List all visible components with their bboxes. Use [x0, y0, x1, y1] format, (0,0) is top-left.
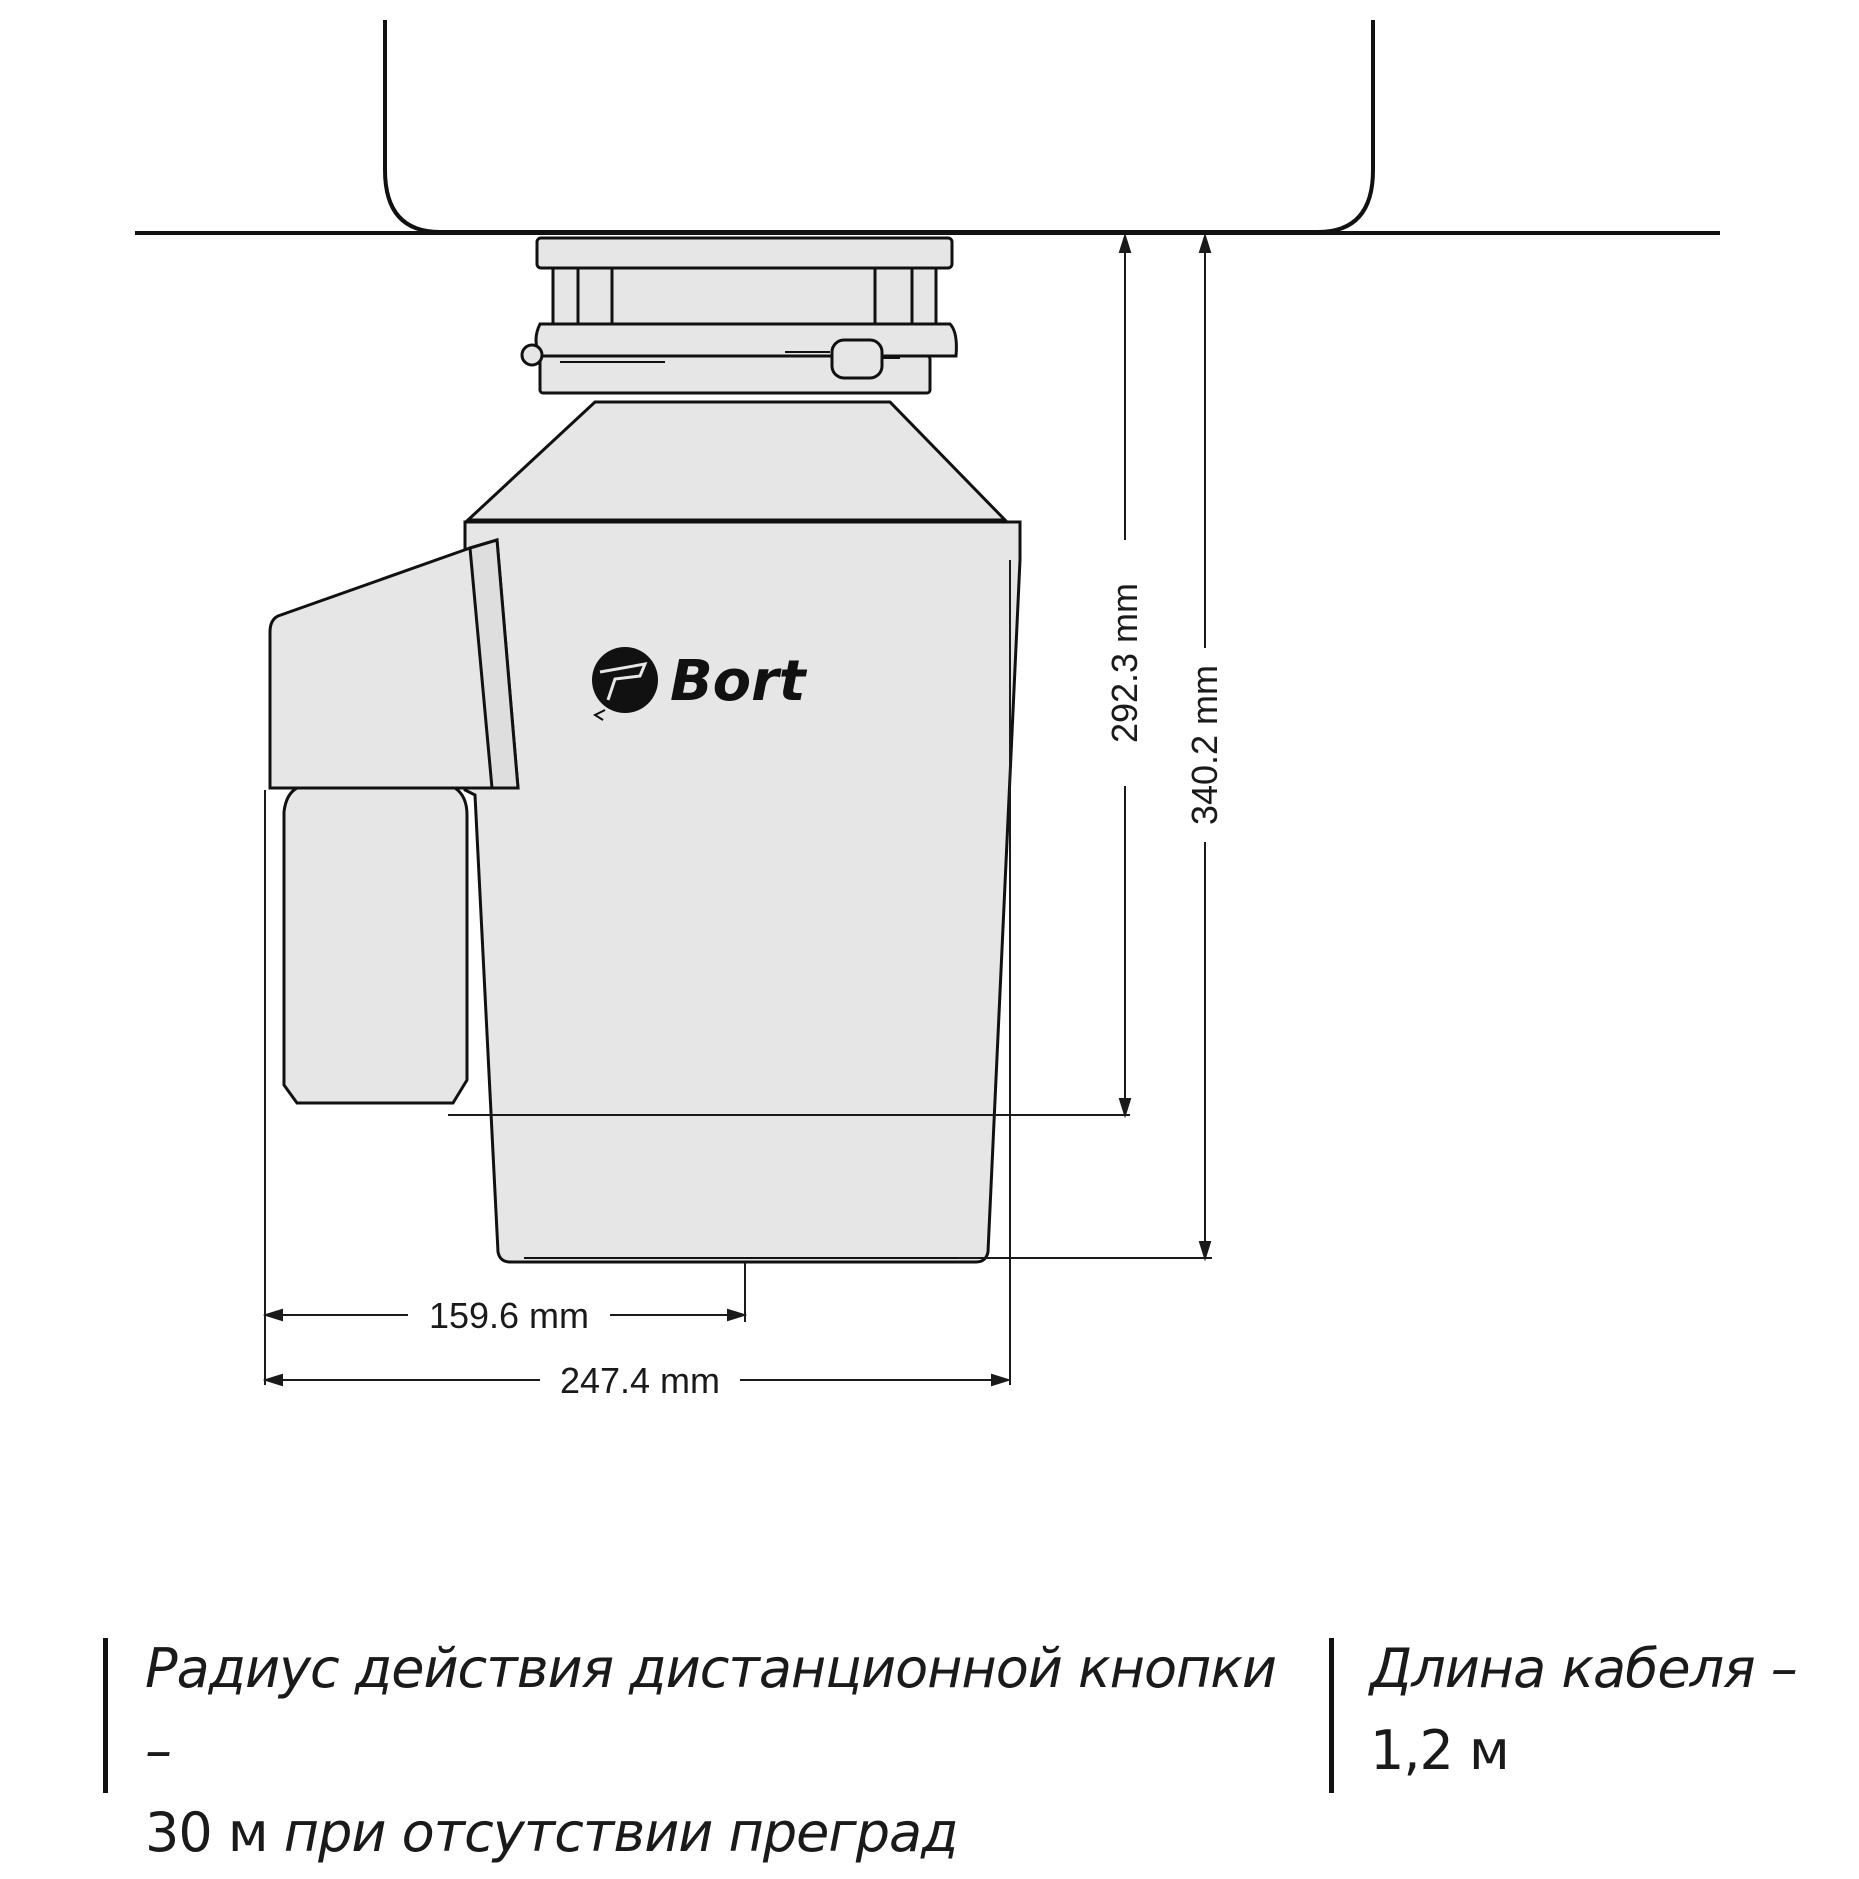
- dishwasher-inlet: [270, 540, 518, 788]
- mount-assembly: [522, 238, 956, 393]
- remote-range-line2: [145, 1792, 1305, 1874]
- remote-range-note: [145, 1628, 1305, 1874]
- dimension-label-height-inner: 292.3 mm: [1104, 582, 1145, 744]
- remote-range-condition: при отсутствии преград: [267, 1801, 958, 1864]
- dimension-label-height-total: 340.2 mm: [1184, 664, 1225, 826]
- remote-range-line1: Радиус действия дистанционной кнопки –: [145, 1637, 1277, 1782]
- brand-logo-text: Bort: [670, 649, 806, 714]
- note-divider-right: [1329, 1638, 1334, 1793]
- note-divider-left: [103, 1638, 108, 1793]
- body-shoulder: [468, 402, 1005, 520]
- cable-length-line1: Длина кабеля –: [1370, 1637, 1797, 1700]
- body-housing: [465, 522, 1020, 1262]
- dimension-label-width-center: 159.6 mm: [428, 1295, 590, 1336]
- cable-length-value: 1,2 м: [1370, 1719, 1509, 1782]
- dimension-label-width-total: 247.4 mm: [559, 1360, 721, 1401]
- motor-block: [284, 788, 467, 1103]
- sink: [135, 20, 1720, 233]
- cable-length-note: [1370, 1628, 1830, 1792]
- remote-range-value: 30 м: [145, 1801, 268, 1864]
- sink-bowl: [385, 20, 1373, 232]
- disposer-body: [465, 402, 1020, 1262]
